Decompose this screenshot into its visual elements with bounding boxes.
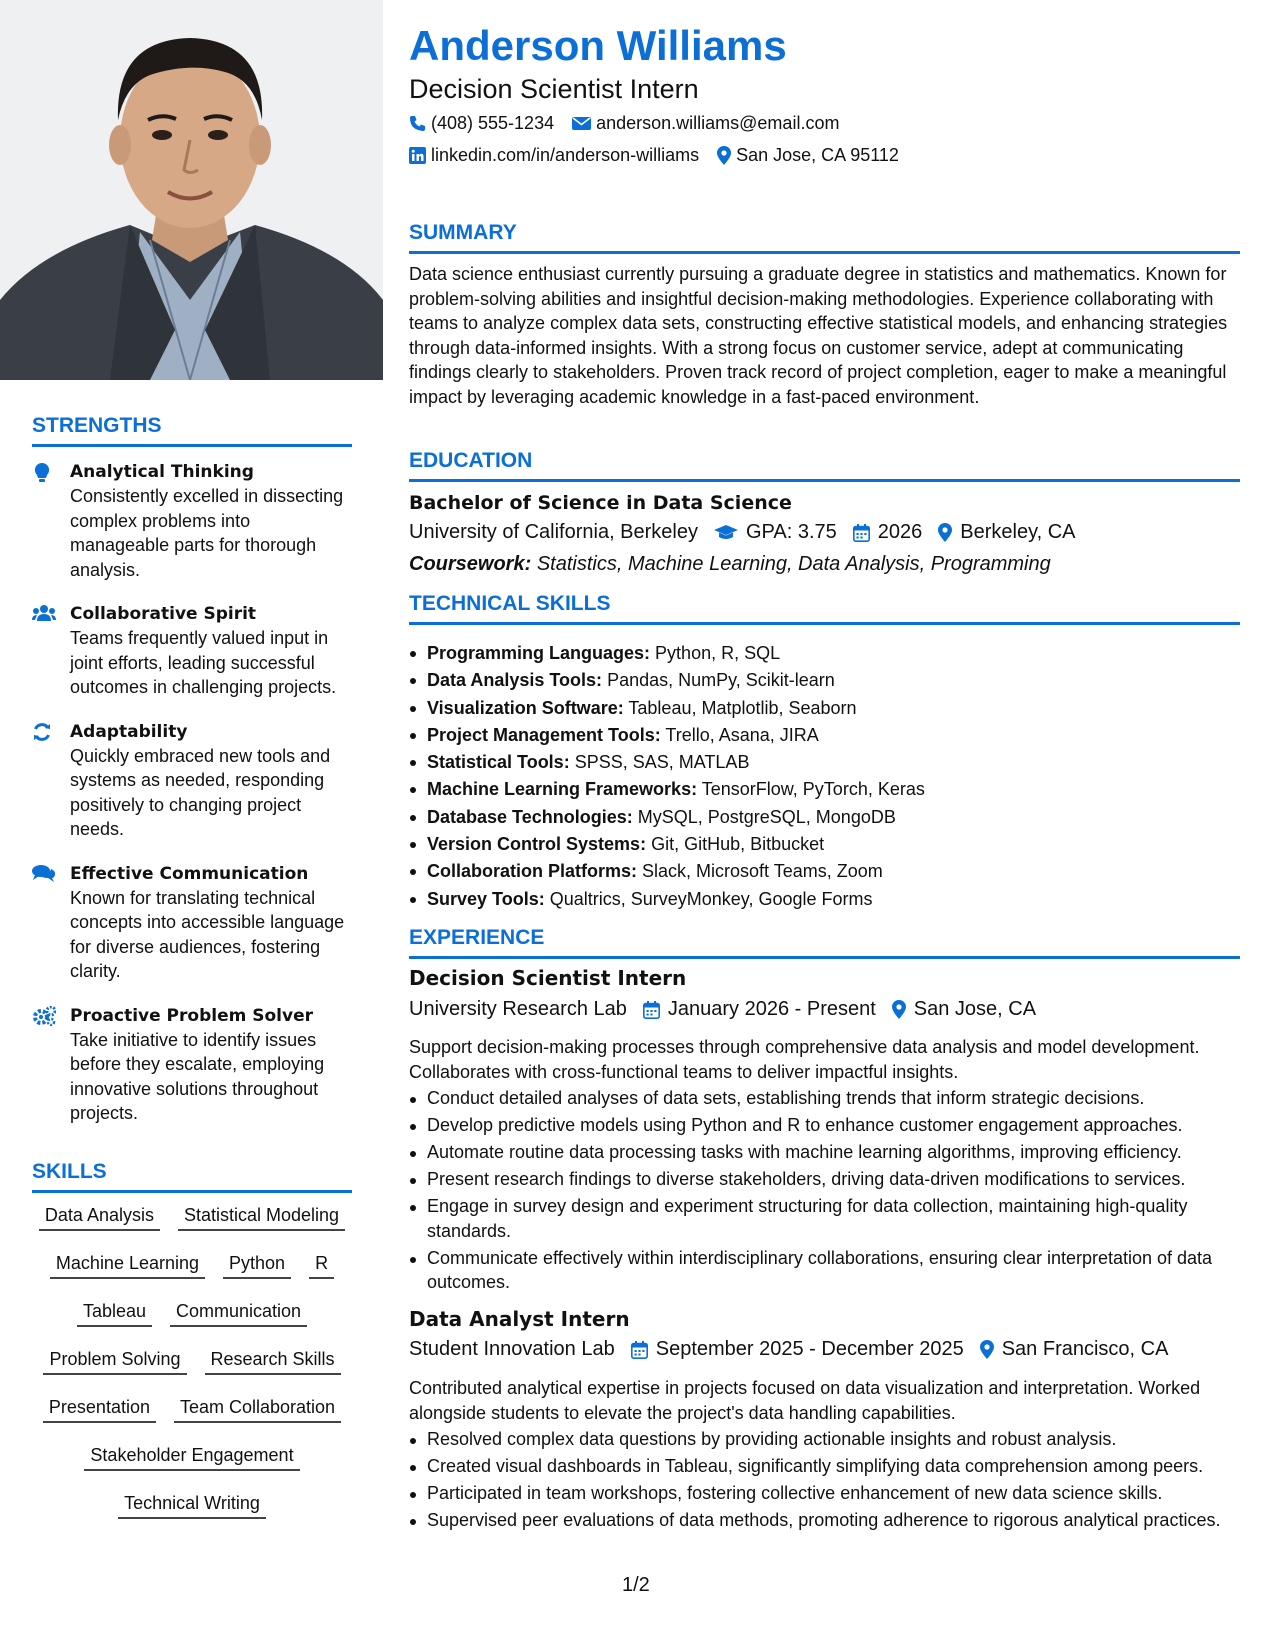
job-location: San Jose, CA: [913, 998, 1037, 1020]
tech-skill-value: Python, R, SQL: [655, 643, 781, 663]
contact-row-2: [409, 145, 911, 166]
summary-text: Data science enthusiast currently pursuing a graduate degree in statistics and mathematics. Known for problem-solving abilities and insightful decision-making methodologies. Experience collaborating with teams to analyze complex data sets, constructing effective statistical models, and enhancing strategies through data-informed insights. With a strong focus on customer service, adept at communicating findings clearly to stakeholders. Proven track record of project completion, eager to make a meaningful impact by leveraging academic knowledge in a fast-paced environment.: [409, 264, 1228, 407]
job-bullet: Supervised peer evaluations of data methods, promoting adherence to rigorous analytical practices.: [427, 1508, 1258, 1533]
tech-skill-value: Git, GitHub, Bitbucket: [651, 834, 825, 855]
job-dates-group: [631, 1338, 964, 1361]
strength-desc: Take initiative to identify issues before they escalate, employing innovative solutions throughout projects.: [70, 1029, 325, 1123]
tech-skill-item: [427, 640, 1258, 667]
envelope-icon: [572, 116, 591, 131]
tech-skill-value: Tableau, Matplotlib, Seaborn: [628, 697, 857, 718]
technical-skills-heading: TECHNICAL SKILLS: [409, 592, 611, 615]
tech-skill-label: Version Control Systems:: [427, 834, 647, 855]
linkedin-contact[interactable]: [409, 145, 699, 166]
location-text: San Jose, CA 95112: [736, 145, 899, 165]
job-org: Student Innovation Lab: [409, 1338, 615, 1360]
tech-skill-item: [427, 804, 1258, 831]
calendar-icon: [643, 1001, 660, 1019]
skill-tag: Statistical Modeling: [178, 1203, 345, 1231]
candidate-title: Decision Scientist Intern: [409, 74, 699, 104]
tech-skill-item: [427, 749, 1258, 776]
education-meta: [409, 521, 1092, 544]
skill-tag: Presentation: [43, 1395, 156, 1423]
phone-contact: [409, 113, 554, 134]
sync-icon: [32, 720, 70, 842]
skill-tag: R: [309, 1251, 334, 1279]
map-pin-icon: [717, 146, 731, 165]
tech-skill-value: TensorFlow, PyTorch, Keras: [701, 779, 925, 800]
map-pin-icon: [980, 1340, 994, 1359]
tech-skill-label: Database Technologies:: [427, 806, 633, 827]
gpa: GPA: 3.75: [746, 521, 837, 543]
technical-skills-list: [409, 640, 1258, 913]
strength-desc: Teams frequently valued input in joint efforts, leading successful outcomes in challenging projects.: [70, 628, 337, 697]
job-location-group: [892, 998, 1036, 1021]
job-bullet: Present research findings to diverse stakeholders, driving data-driven modifications to services.: [427, 1167, 1258, 1192]
users-icon: [32, 602, 70, 700]
tech-skill-value: MySQL, PostgreSQL, MongoDB: [637, 806, 896, 827]
summary-heading: SUMMARY: [409, 221, 517, 244]
contact-row-1: [409, 113, 851, 134]
job-bullet: Resolved complex data questions by providing actionable insights and robust analysis.: [427, 1427, 1258, 1452]
graduation-year: 2026: [877, 521, 923, 543]
strength-title: Analytical Thinking: [70, 462, 254, 482]
strength-item: [32, 602, 352, 700]
lightbulb-icon: [32, 460, 70, 582]
tech-skill-value: Slack, Microsoft Teams, Zoom: [642, 861, 883, 882]
tech-skill-label: Project Management Tools:: [427, 724, 661, 745]
job-dates: January 2026 - Present: [667, 998, 876, 1020]
job-location: San Francisco, CA: [1001, 1338, 1169, 1360]
summary-rule: [409, 251, 1240, 254]
phone-text: (408) 555-1234: [431, 113, 555, 133]
tech-skill-value: Qualtrics, SurveyMonkey, Google Forms: [549, 888, 873, 909]
tech-skill-label: Survey Tools:: [427, 888, 545, 909]
strength-desc: Known for translating technical concepts into accessible language for diverse audiences, fostering clarity.: [70, 887, 345, 981]
job-summary: Contributed analytical expertise in projects focused on data visualization and interpretation. Worked alongside students to elevate the project's data handling capabilities.: [409, 1378, 1201, 1423]
job-bullet: Develop predictive models using Python and R to enhance customer engagement approaches.: [427, 1113, 1258, 1138]
strength-item: [32, 862, 352, 984]
chat-icon: [32, 862, 70, 984]
education-rule: [409, 479, 1240, 482]
job-meta: [409, 1338, 1184, 1361]
job-bullet: Automate routine data processing tasks with machine learning algorithms, improving efficiency.: [427, 1140, 1258, 1165]
graduation-cap-icon: [714, 524, 738, 541]
strength-item: [32, 1004, 352, 1126]
job-title: Decision Scientist Intern: [409, 966, 687, 990]
strength-desc: Consistently excelled in dissecting complex problems into manageable parts for thorough analysis.: [70, 486, 344, 580]
strength-item: [32, 720, 352, 842]
job-summary: Support decision-making processes through comprehensive data analysis and model development. Collaborates with cross-functional teams to deliver impactful insights.: [409, 1037, 1200, 1082]
skill-tag: Communication: [170, 1299, 307, 1327]
job-bullet: Engage in survey design and experiment structuring for data collection, maintaining high-quality standards.: [427, 1194, 1258, 1243]
strengths-rule: [32, 444, 352, 447]
edu-location: Berkeley, CA: [960, 521, 1076, 543]
coursework-label: Coursework:: [409, 553, 532, 575]
skill-tag: Problem Solving: [43, 1347, 186, 1375]
coursework: [409, 553, 1051, 576]
degree: Bachelor of Science in Data Science: [409, 492, 792, 514]
email-contact[interactable]: [572, 113, 839, 134]
gears-icon: [32, 1004, 70, 1126]
tech-skill-label: Statistical Tools:: [427, 752, 570, 773]
skills-rule: [32, 1190, 352, 1193]
strength-desc: Quickly embraced new tools and systems as needed, responding positively to changing project needs.: [70, 745, 331, 839]
coursework-list: Statistics, Machine Learning, Data Analysis, Programming: [536, 553, 1051, 575]
skill-tag: Data Analysis: [39, 1203, 160, 1231]
location-contact: [717, 145, 899, 166]
edu-location-group: [938, 521, 1075, 544]
calendar-icon: [631, 1341, 648, 1359]
tech-skill-value: SPSS, SAS, MATLAB: [574, 752, 750, 773]
experience-heading: EXPERIENCE: [409, 926, 545, 949]
linkedin-icon: [409, 147, 426, 164]
strength-item: [32, 460, 352, 582]
page-number: 1/2: [622, 1574, 650, 1596]
email-text: anderson.williams@email.com: [596, 113, 840, 133]
tech-skill-item: [427, 667, 1258, 694]
school: University of California, Berkeley: [409, 521, 698, 543]
skill-tag: Machine Learning: [50, 1251, 205, 1279]
tech-skill-value: Trello, Asana, JIRA: [665, 724, 819, 745]
job-dates: September 2025 - December 2025: [655, 1338, 964, 1360]
tech-skill-label: Collaboration Platforms:: [427, 861, 638, 882]
phone-icon: [409, 115, 426, 132]
skill-tag: Tableau: [77, 1299, 152, 1327]
job-bullets: [409, 1086, 1258, 1297]
strength-title: Adaptability: [70, 721, 188, 742]
year-group: [853, 521, 923, 544]
job-bullet: Conduct detailed analyses of data sets, establishing trends that inform strategic decisions.: [427, 1086, 1258, 1111]
profile-photo: [0, 0, 383, 380]
calendar-icon: [853, 524, 870, 542]
gpa-group: [714, 521, 837, 544]
job-bullet: Participated in team workshops, fostering collective enhancement of new data science skills.: [427, 1481, 1258, 1506]
experience-rule: [409, 956, 1240, 959]
technical-skills-rule: [409, 622, 1240, 625]
job-org: University Research Lab: [409, 998, 627, 1020]
job-title: Data Analyst Intern: [409, 1307, 630, 1331]
skill-tag: Team Collaboration: [174, 1395, 341, 1423]
tech-skill-item: [427, 886, 1258, 913]
job-bullet: Communicate effectively within interdisciplinary collaborations, ensuring clear interpretation of data outcomes.: [427, 1246, 1258, 1295]
strength-title: Collaborative Spirit: [70, 604, 257, 624]
tech-skill-label: Programming Languages:: [427, 643, 651, 663]
tech-skill-label: Data Analysis Tools:: [427, 670, 603, 691]
map-pin-icon: [938, 523, 952, 542]
tech-skill-item: [427, 858, 1258, 885]
skill-tag: Python: [223, 1251, 291, 1279]
skill-tag: Technical Writing: [118, 1491, 266, 1519]
strength-title: Effective Communication: [70, 863, 309, 884]
candidate-name: Anderson Williams: [409, 22, 787, 69]
job-location-group: [980, 1338, 1169, 1361]
tech-skill-item: [427, 722, 1258, 749]
job-bullet: Created visual dashboards in Tableau, significantly simplifying data comprehension among peers.: [427, 1454, 1258, 1479]
map-pin-icon: [892, 1000, 906, 1019]
tech-skill-item: [427, 776, 1258, 803]
tech-skill-label: Visualization Software:: [427, 697, 624, 718]
tech-skill-item: [427, 695, 1258, 722]
tech-skill-item: [427, 831, 1258, 858]
education-heading: EDUCATION: [409, 449, 533, 472]
strengths-list: [32, 460, 352, 1146]
skill-tag: Stakeholder Engagement: [84, 1443, 299, 1471]
skills-tags: [32, 1203, 352, 1539]
job-dates-group: [643, 998, 876, 1021]
tech-skill-value: Pandas, NumPy, Scikit-learn: [607, 670, 835, 691]
left-column: [0, 0, 383, 1650]
linkedin-text: linkedin.com/in/anderson-williams: [431, 145, 700, 165]
strengths-heading: STRENGTHS: [32, 414, 162, 437]
job-meta: [409, 998, 1052, 1021]
skills-heading: SKILLS: [32, 1160, 107, 1183]
tech-skill-label: Machine Learning Frameworks:: [427, 779, 698, 800]
job-bullets: [409, 1427, 1258, 1535]
skill-tag: Research Skills: [205, 1347, 341, 1375]
strength-title: Proactive Problem Solver: [70, 1005, 313, 1026]
